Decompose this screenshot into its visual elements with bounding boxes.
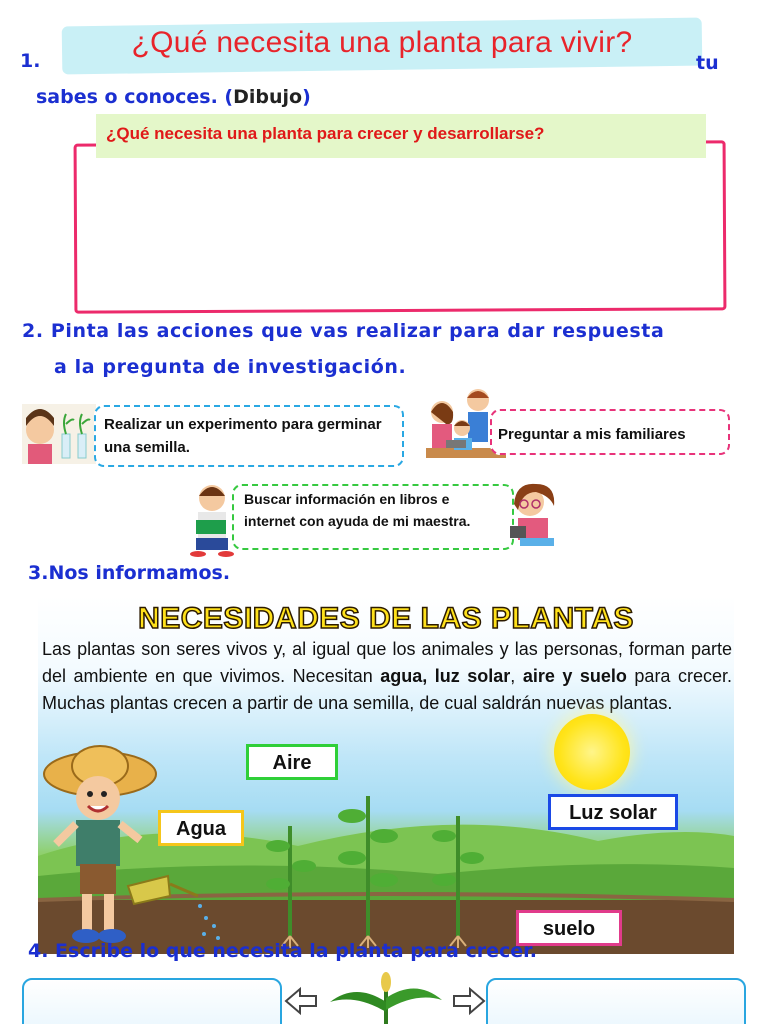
- info-text-separator: y: [554, 666, 580, 686]
- sun-icon: [554, 714, 630, 790]
- question-1-line2-text: sabes o conoces. (: [36, 86, 234, 108]
- info-text-part-b: para crecer. Muchas plantas crecen a partir de una semilla, de cual saldrán nuevas plantas.: [42, 666, 732, 713]
- girl-tablet-illustration: [496, 480, 570, 554]
- info-text-soil: suelo: [579, 666, 627, 686]
- option-ask-family[interactable]: Preguntar a mis familiares: [490, 409, 730, 455]
- info-text-separator: ,: [510, 666, 523, 686]
- page-title: ¿Qué necesita una planta para vivir?: [131, 26, 633, 59]
- question-1-line2: [36, 86, 311, 108]
- answer-box-right[interactable]: [486, 978, 746, 1024]
- question-1-drawing-word: Dibujo: [233, 86, 303, 108]
- question-2-line1: 2. Pinta las acciones que vas realizar para dar respuesta: [22, 320, 665, 342]
- tag-sunlight: Luz solar: [548, 794, 678, 830]
- drawing-area[interactable]: [74, 140, 727, 313]
- boy-farmer-illustration: [42, 744, 162, 954]
- option-experiment[interactable]: Realizar un experimento para germinar una semilla.: [94, 405, 404, 467]
- boy-reading-illustration: [188, 482, 234, 558]
- question-3-label: 3.Nos informamos.: [28, 562, 231, 584]
- arrow-right-icon: [452, 986, 486, 1016]
- question-1-close-paren: ): [302, 86, 311, 108]
- question-1-tail: tu: [696, 52, 719, 74]
- info-text-separator: ,: [422, 666, 435, 686]
- tag-air: Aire: [246, 744, 338, 780]
- question-2-line2: a la pregunta de investigación.: [54, 356, 407, 378]
- question-4-label: 4. Escribe lo que necesita la planta para crecer.: [28, 940, 538, 962]
- drawing-area-label: ¿Qué necesita una planta para crecer y desarrollarse?: [96, 114, 706, 158]
- info-text-part-a: Las plantas son seres vivos y, al igual que los animales y las personas, forman parte del ambiente en que vivimos. Necesitan: [42, 639, 732, 686]
- tag-water: Agua: [158, 810, 244, 846]
- arrow-left-icon: [284, 986, 318, 1016]
- info-text-water: agua: [380, 666, 423, 686]
- answer-box-left[interactable]: [22, 978, 282, 1024]
- info-panel-text: [42, 636, 732, 717]
- info-panel: [38, 596, 734, 954]
- question-1-number: 1.: [20, 50, 41, 72]
- info-panel-title: NECESIDADES DE LAS PLANTAS: [138, 602, 634, 635]
- plant-icon: [326, 972, 446, 1024]
- option-search-books[interactable]: Buscar información en libros e internet con ayuda de mi maestra.: [232, 484, 514, 550]
- tag-soil: suelo: [516, 910, 622, 946]
- child-experiment-illustration: [22, 404, 96, 464]
- info-text-air: aire: [522, 666, 555, 686]
- info-text-sunlight: luz solar: [434, 666, 511, 686]
